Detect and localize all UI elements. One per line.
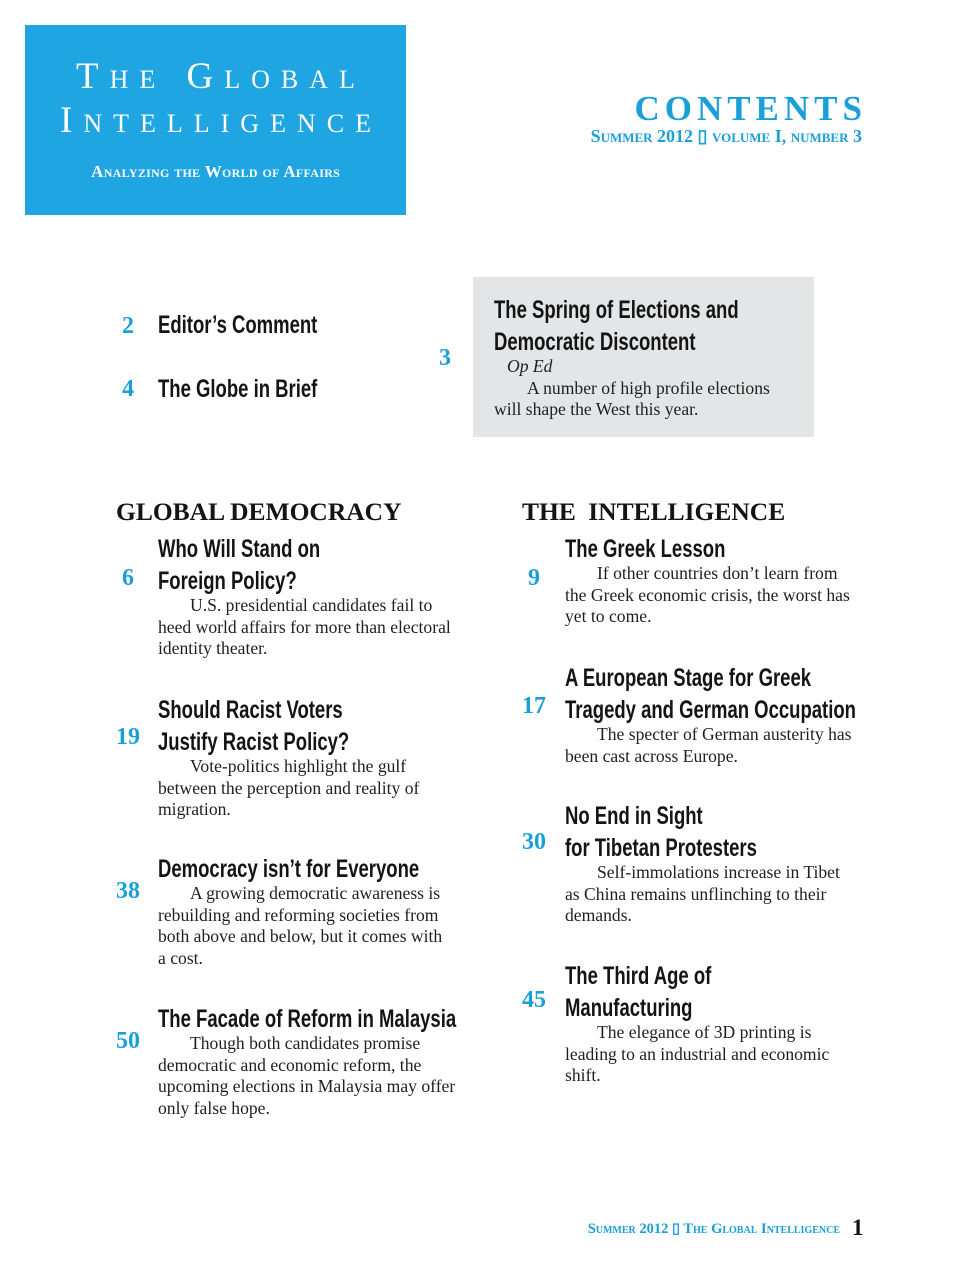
description-line: The specter of German austerity has [597, 724, 852, 744]
toc-entry-third-age-manufacturing [518, 960, 878, 1087]
section-heading: THE INTELLIGENCE [522, 497, 786, 526]
page-number: 2 [122, 313, 134, 339]
entry-description [565, 724, 878, 767]
description-line: will shape the West this year. [494, 399, 699, 419]
entry-title-line: Who Will Stand on [158, 535, 321, 563]
description-line: rebuilding and reforming societies from [158, 904, 439, 925]
description-line: identity theater. [158, 638, 268, 658]
issue-info: Summer 2012 ▯ volume I, number 3 [590, 126, 862, 146]
description-line: the Greek economic crisis, the worst has [565, 584, 850, 605]
entry-text [565, 800, 878, 927]
feature-title-line-1: The Spring of Elections and [494, 296, 739, 324]
entry-description [565, 862, 878, 927]
feature-category-label: Op Ed [507, 356, 553, 376]
entry-text [158, 694, 472, 821]
entry-description [158, 595, 472, 660]
page-number: 17 [522, 693, 546, 719]
description-line: heed world affairs for more than electoral [158, 616, 451, 637]
page-number: 3 [439, 345, 451, 371]
entry-title-line: Tragedy and German Occupation [565, 696, 856, 724]
page-number: 50 [116, 1028, 140, 1054]
entry-title-line: Democracy isn’t for Everyone [158, 855, 420, 883]
entry-title-line: A European Stage for Greek [565, 664, 812, 692]
page-number: 6 [122, 565, 134, 591]
entry-title: Editor’s Comment [158, 311, 318, 339]
entry-text [158, 309, 472, 341]
section-the-intelligence [518, 496, 878, 1096]
description-line: Vote-politics highlight the gulf [190, 756, 407, 776]
entry-title: The Globe in Brief [158, 375, 318, 403]
entry-text [158, 533, 472, 660]
description-line: shift. [565, 1065, 601, 1085]
toc-front-matter [112, 300, 372, 410]
description-line: The elegance of 3D printing is [597, 1022, 812, 1042]
page-number: 4 [122, 376, 134, 402]
page-number: 45 [522, 987, 546, 1013]
toc-entry-democracy-isnt-for-everyone [112, 853, 472, 969]
entry-title-line: Should Racist Voters [158, 696, 343, 724]
description-line: U.S. presidential candidates fail to [190, 595, 433, 615]
entry-title-line: The Greek Lesson [565, 535, 726, 563]
description-line: demands. [565, 905, 632, 925]
entry-description [565, 1022, 878, 1087]
toc-feature-op-ed [429, 277, 814, 437]
entry-text [565, 960, 878, 1087]
description-line: yet to come. [565, 606, 652, 626]
toc-entry-tibetan-protesters [518, 800, 878, 927]
page-number: 38 [116, 878, 140, 904]
masthead-tagline: Analyzing the World of Affairs [91, 162, 341, 181]
entry-title-line: for Tibetan Protesters [565, 834, 757, 862]
entry-description [158, 1033, 472, 1119]
entry-text [158, 1003, 472, 1119]
description-line: a cost. [158, 947, 203, 968]
description-line: only false hope. [158, 1097, 270, 1118]
description-line: A growing democratic awareness is [190, 883, 441, 903]
page-number: 30 [522, 829, 546, 855]
entry-text [565, 533, 878, 628]
entry-text [565, 662, 878, 767]
masthead-title-line-2: Intelligence [60, 100, 382, 141]
section-heading: GLOBAL DEMOCRACY [116, 497, 402, 526]
description-line: migration. [158, 799, 231, 819]
feature-highlight-box [473, 277, 814, 437]
toc-entry-greek-lesson [518, 533, 878, 628]
description-line: democratic and economic reform, the [158, 1054, 422, 1075]
entry-text [158, 853, 472, 969]
description-line: A number of high profile elections [527, 377, 770, 398]
masthead-title-line-1: The Global [76, 56, 366, 97]
description-line: both above and below, but it comes with [158, 926, 443, 946]
toc-entry-globe-in-brief [112, 373, 472, 405]
description-line: as China remains unflinching to their [565, 883, 827, 904]
description-line: between the perception and reality of [158, 777, 420, 798]
page-number: 9 [528, 565, 540, 591]
entry-title-line: Manufacturing [565, 994, 693, 1022]
entry-title-line: The Facade of Reform in Malaysia [158, 1005, 457, 1033]
toc-entry-editors-comment [112, 309, 472, 341]
page-number: 19 [116, 724, 140, 750]
toc-entry-should-racist-voters [112, 694, 472, 821]
feature-description [494, 378, 814, 421]
entry-title-line: The Third Age of [565, 962, 712, 990]
entry-description [158, 756, 472, 821]
toc-entry-european-stage-greek-tragedy [518, 662, 878, 767]
page-folio: 1 [852, 1215, 864, 1240]
description-line: leading to an industrial and economic [565, 1043, 830, 1064]
entry-text [158, 373, 472, 405]
description-line: Self-immolations increase in Tibet [597, 862, 840, 882]
description-line: upcoming elections in Malaysia may offer [158, 1076, 456, 1096]
entry-title-line: Justify Racist Policy? [158, 728, 350, 756]
entry-title-line: No End in Sight [565, 802, 703, 830]
entry-description [565, 563, 878, 628]
description-line: been cast across Europe. [565, 745, 738, 766]
description-line: Though both candidates promise [190, 1033, 421, 1053]
masthead-banner [25, 25, 406, 215]
feature-title-line-2: Democratic Discontent [494, 328, 696, 356]
contents-heading: CONTENTS [634, 89, 867, 128]
running-footer: Summer 2012 ▯ The Global Intelligence [587, 1221, 840, 1237]
toc-entry-facade-of-reform-malaysia [112, 1003, 472, 1119]
entry-title-line: Foreign Policy? [158, 567, 297, 595]
entry-description [158, 883, 472, 969]
section-global-democracy [112, 496, 472, 1126]
toc-entry-who-will-stand-on-foreign-policy [112, 533, 472, 660]
description-line: If other countries don’t learn from [597, 563, 838, 583]
